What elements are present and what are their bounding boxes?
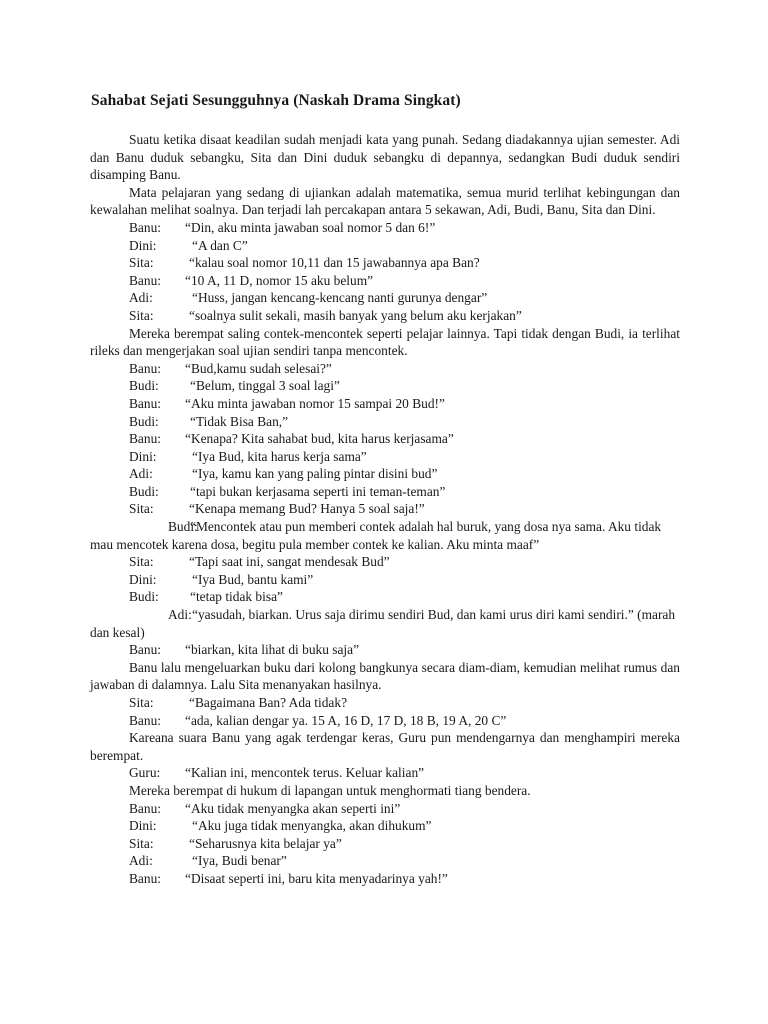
dialogue-text: “Kalian ini, mencontek terus. Keluar kalian” [185, 765, 425, 781]
script-body [90, 131, 680, 888]
dialogue-text: “Aku juga tidak menyangka, akan dihukum” [192, 818, 432, 834]
speaker-label: Dini: [129, 237, 157, 253]
dialogue-text: “Huss, jangan kencang-kencang nanti gurunya dengar” [192, 290, 488, 306]
speaker-label: Budi: [129, 378, 159, 394]
speaker-label: Adi: [129, 466, 153, 482]
narration-paragraph: Mata pelajaran yang sedang di ujiankan adalah matematika, semua murid terlihat kebingungan dan kewalahan melihat soalnya. Dan terjadi lah percakapan antara 5 sekawan, Adi, Budi, Banu, Sita dan Dini. [90, 184, 680, 218]
dialogue-line [90, 254, 680, 272]
speaker-label: Adi: [129, 853, 153, 869]
dialogue-line [90, 237, 680, 255]
speaker-label: Sita: [129, 501, 154, 517]
dialogue-line [90, 694, 680, 712]
dialogue-line [90, 500, 680, 518]
dialogue-text: “Mencontek atau pun memberi contek adalah hal buruk, yang dosa nya sama. Aku tidak mau mencotek karena dosa, begitu pula member contek ke kalian. Aku minta maaf” [90, 519, 662, 552]
speaker-label: Banu: [129, 395, 161, 411]
dialogue-text: “yasudah, biarkan. Urus saja dirimu sendiri Bud, dan kami urus diri kami sendiri.” (marah dan kesal) [90, 607, 676, 640]
speaker-label: Adi: [129, 290, 153, 306]
speaker-label: Sita: [129, 255, 154, 271]
dialogue-text: “A dan C” [192, 237, 248, 253]
dialogue-text: “tetap tidak bisa” [190, 589, 283, 605]
dialogue-text: “kalau soal nomor 10,11 dan 15 jawabannya apa Ban? [189, 255, 480, 271]
speaker-label: Banu: [129, 712, 161, 728]
dialogue-line [90, 553, 680, 571]
dialogue-text: “ada, kalian dengar ya. 15 A, 16 D, 17 D, 18 B, 19 A, 20 C” [185, 712, 507, 728]
dialogue-text: “Din, aku minta jawaban soal nomor 5 dan 6!” [185, 219, 436, 235]
speaker-label: Banu: [129, 642, 161, 658]
narration-paragraph: Banu lalu mengeluarkan buku dari kolong bangkunya secara diam-diam, kemudian melihat rumus dan jawaban di dalamnya. Lalu Sita menanyakan hasilnya. [90, 659, 680, 693]
dialogue-text: “Iya Bud, bantu kami” [192, 571, 314, 587]
speaker-label: Dini: [129, 571, 157, 587]
speaker-label: Sita: [129, 307, 154, 323]
dialogue-line [90, 465, 680, 483]
dialogue-line [90, 817, 680, 835]
dialogue-text: “soalnya sulit sekali, masih banyak yang belum aku kerjakan” [189, 307, 522, 323]
speaker-label: Banu: [129, 431, 161, 447]
dialogue-line [90, 448, 680, 466]
narration-paragraph: Suatu ketika disaat keadilan sudah menjadi kata yang punah. Sedang diadakannya ujian semester. Adi dan Banu duduk sebangku, Sita dan Dini duduk sebangku di depannya, sedangkan Budi duduk sendiri disamping Banu. [90, 132, 680, 183]
dialogue-text: “Belum, tinggal 3 soal lagi” [190, 378, 340, 394]
dialogue-line [90, 852, 680, 870]
dialogue-text: “Kenapa memang Bud? Hanya 5 soal saja!” [189, 501, 425, 517]
dialogue-line [90, 307, 680, 325]
dialogue-text: “Aku tidak menyangka akan seperti ini” [185, 800, 401, 816]
dialogue-line [90, 764, 680, 782]
dialogue-text: “Kenapa? Kita sahabat bud, kita harus kerjasama” [185, 431, 454, 447]
dialogue-line [90, 430, 680, 448]
speaker-label: Budi: [168, 519, 198, 535]
speaker-label: Sita: [129, 554, 154, 570]
dialogue-line [90, 606, 680, 641]
dialogue-line [90, 483, 680, 501]
dialogue-text: “tapi bukan kerjasama seperti ini teman-teman” [190, 483, 446, 499]
narration-paragraph: Kareana suara Banu yang agak terdengar keras, Guru pun mendengarnya dan menghampiri mereka berempat. [90, 730, 680, 763]
speaker-label: Guru: [129, 765, 161, 781]
dialogue-text: “Iya Bud, kita harus kerja sama” [192, 448, 367, 464]
dialogue-text: “Tapi saat ini, sangat mendesak Bud” [189, 554, 390, 570]
speaker-label: Dini: [129, 818, 157, 834]
speaker-label: Sita: [129, 695, 154, 710]
dialogue-line [90, 571, 680, 589]
speaker-label: Budi: [129, 589, 159, 605]
dialogue-line [90, 641, 680, 659]
narration-paragraph: Mereka berempat di hukum di lapangan untuk menghormati tiang bendera. [129, 782, 531, 798]
speaker-label: Sita: [129, 835, 154, 851]
dialogue-line [90, 289, 680, 307]
dialogue-line [90, 272, 680, 290]
dialogue-text: “Aku minta jawaban nomor 15 sampai 20 Bud!” [185, 395, 445, 411]
dialogue-line [90, 800, 680, 818]
dialogue-text: “Disaat seperti ini, baru kita menyadarinya yah!” [185, 870, 448, 886]
dialogue-text: “Bagaimana Ban? Ada tidak? [189, 695, 348, 710]
dialogue-line [90, 377, 680, 395]
dialogue-line [90, 870, 680, 888]
dialogue-text: “Seharusnya kita belajar ya” [189, 835, 342, 851]
dialogue-text: “Tidak Bisa Ban,” [190, 413, 289, 429]
speaker-label: Budi: [129, 483, 159, 499]
dialogue-line [90, 360, 680, 378]
speaker-label: Banu: [129, 219, 161, 235]
speaker-label: Banu: [129, 272, 161, 288]
dialogue-line [90, 712, 680, 730]
dialogue-text: “Bud,kamu sudah selesai?” [185, 360, 332, 376]
dialogue-text: “biarkan, kita lihat di buku saja” [185, 642, 360, 658]
speaker-label: Banu: [129, 360, 161, 376]
dialogue-line [90, 219, 680, 237]
dialogue-line [90, 413, 680, 431]
speaker-label: Dini: [129, 448, 157, 464]
speaker-label: Budi: [129, 413, 159, 429]
dialogue-text: “Iya, kamu kan yang paling pintar disini bud” [192, 466, 438, 482]
dialogue-text: “Iya, Budi benar” [192, 853, 287, 869]
dialogue-line [90, 395, 680, 413]
document-title: Sahabat Sejati Sesungguhnya (Naskah Drama Singkat) [91, 92, 461, 109]
dialogue-text: “10 A, 11 D, nomor 15 aku belum” [185, 272, 374, 288]
speaker-label: Banu: [129, 800, 161, 816]
narration-paragraph: Mereka berempat saling contek-mencontek seperti pelajar lainnya. Tapi tidak dengan Budi, ia terlihat rileks dan mengerjakan soal ujian sendiri tanpa mencontek. [90, 325, 680, 359]
speaker-label: Adi: [168, 607, 192, 623]
dialogue-line [90, 518, 680, 553]
dialogue-line [90, 835, 680, 853]
dialogue-line [90, 588, 680, 606]
speaker-label: Banu: [129, 870, 161, 886]
